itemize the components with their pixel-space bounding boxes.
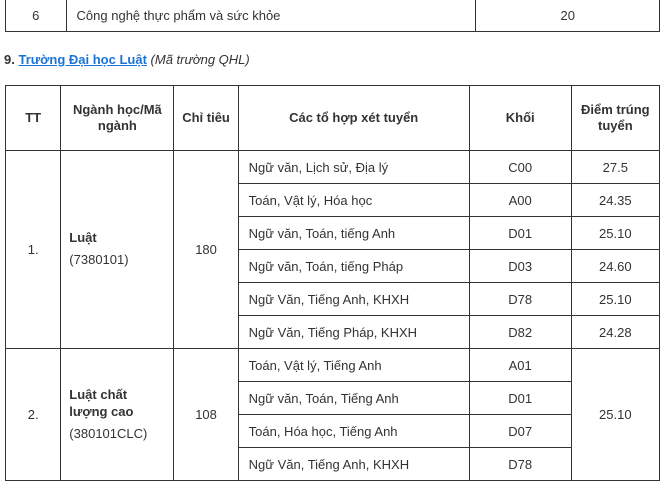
score-cell: 24.60 xyxy=(571,250,659,283)
combo-cell: Ngữ Văn, Tiếng Anh, KHXH xyxy=(238,283,469,316)
header-major xyxy=(61,86,174,151)
table-header-row xyxy=(6,86,660,151)
quota-value: 20 xyxy=(476,0,660,32)
combo-cell: Ngữ văn, Lịch sử, Địa lý xyxy=(238,151,469,184)
score-cell: 25.10 xyxy=(571,283,659,316)
group-2-major-code: (380101CLC) xyxy=(69,425,148,441)
block-cell: C00 xyxy=(469,151,571,184)
combo-cell: Toán, Hóa học, Tiếng Anh xyxy=(238,415,469,448)
combo-cell: Ngữ Văn, Tiếng Anh, KHXH xyxy=(238,448,469,481)
group-1-quota: 180 xyxy=(174,151,238,349)
table-row xyxy=(6,349,660,382)
block-cell: D07 xyxy=(469,415,571,448)
header-major-line2: ngành xyxy=(97,118,137,133)
row-number: 6 xyxy=(6,0,67,32)
header-score-line2: tuyển xyxy=(597,118,633,133)
header-block: Khối xyxy=(469,86,571,151)
block-cell: A01 xyxy=(469,349,571,382)
block-cell: D01 xyxy=(469,217,571,250)
combo-cell: Toán, Vật lý, Tiếng Anh xyxy=(238,349,469,382)
table-row xyxy=(6,0,660,32)
section-number: 9. xyxy=(4,52,15,67)
group-2-quota: 108 xyxy=(174,349,238,481)
score-cell: 24.35 xyxy=(571,184,659,217)
group-1-major xyxy=(61,151,174,349)
group-2-score: 25.10 xyxy=(571,349,659,481)
admission-scores-table xyxy=(5,85,660,481)
group-1-major-name: Luật xyxy=(69,230,97,245)
header-combos: Các tổ hợp xét tuyển xyxy=(238,86,469,151)
combo-cell: Ngữ văn, Toán, tiếng Pháp xyxy=(238,250,469,283)
group-2-major-name-line2: lượng cao xyxy=(69,403,134,419)
school-code-note: (Mã trường QHL) xyxy=(150,52,250,67)
block-cell: A00 xyxy=(469,184,571,217)
header-major-line1: Ngành học/Mã xyxy=(72,102,162,117)
score-cell: 27.5 xyxy=(571,151,659,184)
table-row xyxy=(6,151,660,184)
block-cell: D03 xyxy=(469,250,571,283)
combo-cell: Ngữ văn, Toán, tiếng Anh xyxy=(238,217,469,250)
group-1-tt: 1. xyxy=(6,151,61,349)
header-score-line1: Điểm trúng xyxy=(581,102,650,117)
header-tt: TT xyxy=(6,86,61,151)
section-heading xyxy=(4,52,250,68)
block-cell: D78 xyxy=(469,448,571,481)
group-2-tt: 2. xyxy=(6,349,61,481)
block-cell: D78 xyxy=(469,283,571,316)
school-link[interactable]: Trường Đại học Luật xyxy=(18,52,147,67)
score-cell: 24.28 xyxy=(571,316,659,349)
previous-school-table-fragment xyxy=(5,0,660,32)
block-cell: D82 xyxy=(469,316,571,349)
combo-cell: Toán, Vật lý, Hóa học xyxy=(238,184,469,217)
block-cell: D01 xyxy=(469,382,571,415)
combo-cell: Ngữ Văn, Tiếng Pháp, KHXH xyxy=(238,316,469,349)
header-score xyxy=(571,86,659,151)
combo-cell: Ngữ văn, Toán, Tiếng Anh xyxy=(238,382,469,415)
major-name: Công nghệ thực phẩm và sức khỏe xyxy=(66,0,476,32)
group-1-major-code: (7380101) xyxy=(69,252,129,267)
group-2-major-name-line1: Luật chất xyxy=(69,386,128,402)
header-quota: Chỉ tiêu xyxy=(174,86,238,151)
score-cell: 25.10 xyxy=(571,217,659,250)
group-2-major xyxy=(61,349,174,481)
